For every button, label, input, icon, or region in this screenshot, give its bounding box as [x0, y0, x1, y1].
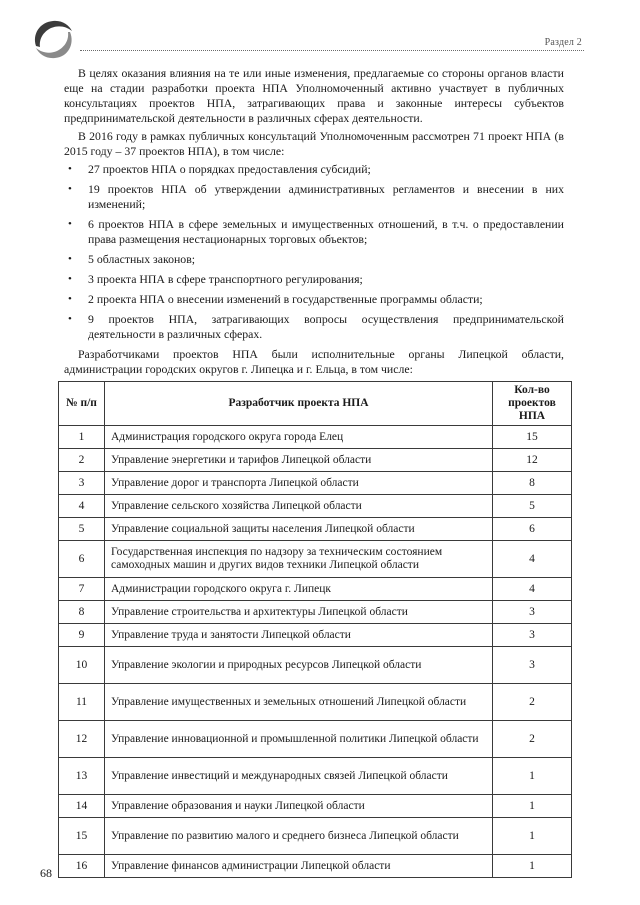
table-row [59, 495, 572, 518]
row-count: 8 [493, 472, 572, 495]
table-row [59, 684, 572, 721]
row-num: 13 [59, 758, 105, 795]
page-number: 68 [40, 866, 52, 880]
row-count: 4 [493, 578, 572, 601]
row-count: 4 [493, 541, 572, 578]
table-row [59, 449, 572, 472]
row-count: 1 [493, 758, 572, 795]
row-count: 1 [493, 795, 572, 818]
table-row [59, 426, 572, 449]
row-count: 15 [493, 426, 572, 449]
row-num: 2 [59, 449, 105, 472]
row-count: 1 [493, 855, 572, 878]
row-developer: Управление дорог и транспорта Липецкой области [105, 472, 493, 495]
table-row [59, 818, 572, 855]
row-developer: Управление инновационной и промышленной политики Липецкой области [105, 721, 493, 758]
row-num: 11 [59, 684, 105, 721]
row-developer: Управление социальной защиты населения Липецкой области [105, 518, 493, 541]
row-num: 9 [59, 624, 105, 647]
table-row [59, 721, 572, 758]
table-row [59, 472, 572, 495]
row-developer: Управление сельского хозяйства Липецкой области [105, 495, 493, 518]
row-count: 1 [493, 818, 572, 855]
bullet-item: • 2 проекта НПА о внесении изменений в государственные программы области; [64, 292, 564, 307]
row-num: 15 [59, 818, 105, 855]
header-rule [80, 50, 584, 51]
swirl-logo-icon [28, 16, 78, 62]
row-num: 1 [59, 426, 105, 449]
table-header-num: № п/п [59, 382, 105, 426]
table-row [59, 624, 572, 647]
row-num: 3 [59, 472, 105, 495]
row-developer: Управление строительства и архитектуры Липецкой области [105, 601, 493, 624]
row-num: 4 [59, 495, 105, 518]
table-row [59, 578, 572, 601]
row-num: 14 [59, 795, 105, 818]
row-num: 8 [59, 601, 105, 624]
row-num: 7 [59, 578, 105, 601]
row-num: 6 [59, 541, 105, 578]
table-row [59, 647, 572, 684]
row-count: 3 [493, 601, 572, 624]
bullet-item: • 9 проектов НПА, затрагивающих вопросы осуществления предпринимательской деятельности в различных сферах. [64, 312, 564, 342]
row-num: 16 [59, 855, 105, 878]
row-developer: Управление труда и занятости Липецкой области [105, 624, 493, 647]
bullet-item: • 3 проекта НПА в сфере транспортного регулирования; [64, 272, 564, 287]
row-count: 2 [493, 684, 572, 721]
row-num: 5 [59, 518, 105, 541]
intro-paragraph: В целях оказания влияния на те или иные изменения, предлагаемые со стороны органов власти еще на стадии разработки проекта НПА Уполномоченный активно участвует в публичных консультациях проектов НПА, затрагивающих права и законные интересы субъектов предпринимательской деятельности в различных сферах деятельности. [64, 66, 564, 125]
row-developer: Управление инвестиций и международных связей Липецкой области [105, 758, 493, 795]
row-num: 10 [59, 647, 105, 684]
table-header-count: Кол-во проектов НПА [493, 382, 572, 426]
stats-paragraph: В 2016 году в рамках публичных консультаций Уполномоченным рассмотрен 71 проект НПА (в 2015 году – 37 проектов НПА), в том числе: [64, 129, 564, 158]
table-row [59, 518, 572, 541]
row-developer: Управление имущественных и земельных отношений Липецкой области [105, 684, 493, 721]
row-developer: Государственная инспекция по надзору за техническим состоянием самоходных машин и других видов техники Липецкой области [105, 541, 493, 578]
row-developer: Управление образования и науки Липецкой области [105, 795, 493, 818]
page-content [64, 66, 564, 878]
row-count: 5 [493, 495, 572, 518]
row-developer: Администрация городского округа города Елец [105, 426, 493, 449]
bullet-item: • 5 областных законов; [64, 252, 564, 267]
bullet-item: • 19 проектов НПА об утверждении административных регламентов и внесении в них изменений; [64, 182, 564, 212]
row-count: 2 [493, 721, 572, 758]
table-header-developer: Разработчик проекта НПА [105, 382, 493, 426]
row-num: 12 [59, 721, 105, 758]
row-count: 3 [493, 624, 572, 647]
bullet-item: • 27 проектов НПА о порядках предоставления субсидий; [64, 162, 564, 177]
row-developer: Управление по развитию малого и среднего бизнеса Липецкой области [105, 818, 493, 855]
document-table [58, 381, 572, 878]
table-row [59, 601, 572, 624]
section-label: Раздел 2 [544, 37, 582, 48]
bullet-item: • 6 проектов НПА в сфере земельных и имущественных отношений, в т.ч. о предоставлении права размещения нестационарных торговых объектов; [64, 217, 564, 247]
developers-paragraph: Разработчиками проектов НПА были исполнительные органы Липецкой области, администрации городских округов г. Липецка и г. Ельца, в том числе: [64, 347, 564, 376]
row-developer: Управление финансов администрации Липецкой области [105, 855, 493, 878]
row-developer: Управление энергетики и тарифов Липецкой области [105, 449, 493, 472]
table-row [59, 855, 572, 878]
table-row [59, 758, 572, 795]
row-developer: Управление экологии и природных ресурсов Липецкой области [105, 647, 493, 684]
table-row [59, 541, 572, 578]
table-row [59, 795, 572, 818]
projects-bullet-list [64, 162, 564, 342]
row-count: 3 [493, 647, 572, 684]
row-count: 12 [493, 449, 572, 472]
row-count: 6 [493, 518, 572, 541]
row-developer: Администрации городского округа г. Липецк [105, 578, 493, 601]
